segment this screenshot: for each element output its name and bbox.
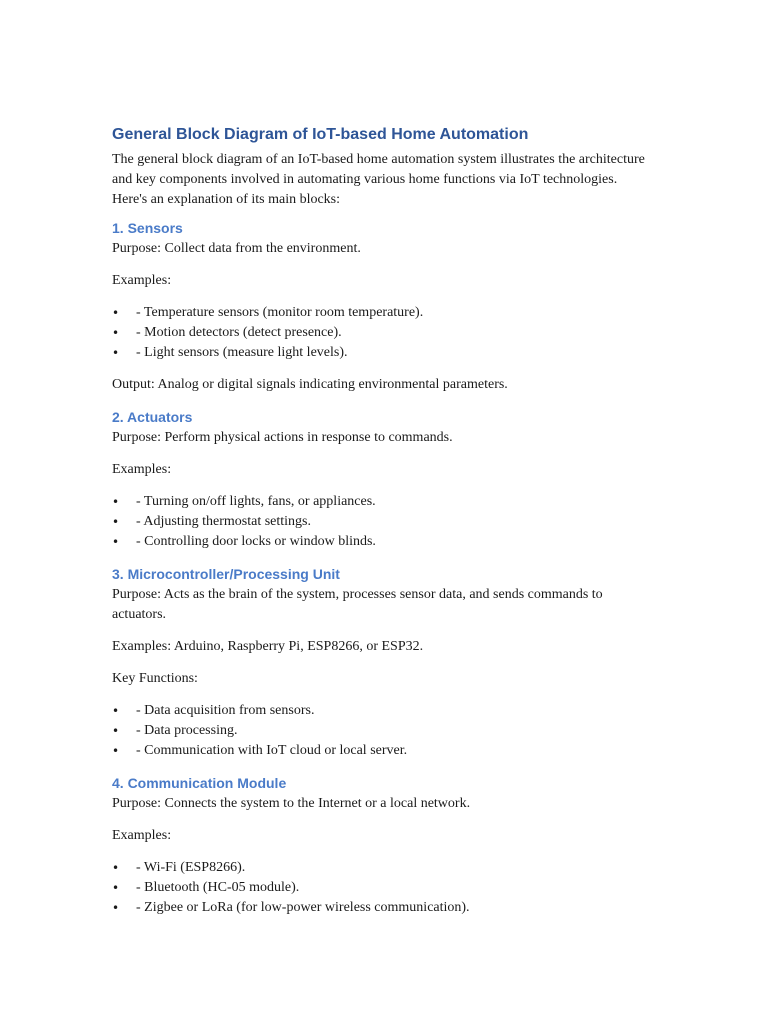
intro-paragraph: The general block diagram of an IoT-based home automation system illustrates the architecture and key components involved in automating various home functions via IoT technologies. Here's an explanation of its main blocks: xyxy=(112,152,645,207)
bullet-icon: • xyxy=(112,704,120,718)
bullet-icon: • xyxy=(112,535,120,549)
list-item xyxy=(112,878,652,898)
actuators-examples-label: Examples: xyxy=(112,462,172,477)
list-item-text: - Light sensors (measure light levels). xyxy=(136,345,348,360)
list-item xyxy=(112,303,652,323)
bullet-icon: • xyxy=(112,744,120,758)
bullet-icon: • xyxy=(112,306,120,320)
list-item xyxy=(112,741,652,761)
list-item-text: - Motion detectors (detect presence). xyxy=(136,325,342,340)
bullet-icon: • xyxy=(112,515,120,529)
sensors-output: Output: Analog or digital signals indicating environmental parameters. xyxy=(112,377,508,392)
list-item-text: - Controlling door locks or window blinds. xyxy=(136,534,376,549)
bullet-icon: • xyxy=(112,326,120,340)
bullet-icon: • xyxy=(112,346,120,360)
list-item xyxy=(112,343,652,363)
communication-examples-list xyxy=(112,858,652,918)
section-heading-microcontroller: 3. Microcontroller/Processing Unit xyxy=(112,566,340,582)
list-item xyxy=(112,898,652,918)
list-item xyxy=(112,721,652,741)
list-item-text: - Communication with IoT cloud or local server. xyxy=(136,743,408,758)
bullet-icon: • xyxy=(112,901,120,915)
microcontroller-functions-list xyxy=(112,701,652,761)
list-item-text: - Turning on/off lights, fans, or appliances. xyxy=(136,494,376,509)
bullet-icon: • xyxy=(112,881,120,895)
section-heading-actuators: 2. Actuators xyxy=(112,409,193,425)
microcontroller-functions-label: Key Functions: xyxy=(112,671,198,686)
list-item xyxy=(112,858,652,878)
section-heading-communication: 4. Communication Module xyxy=(112,775,287,791)
microcontroller-examples: Examples: Arduino, Raspberry Pi, ESP8266, or ESP32. xyxy=(112,639,424,654)
list-item-text: - Adjusting thermostat settings. xyxy=(136,514,311,529)
list-item-text: - Data acquisition from sensors. xyxy=(136,703,315,718)
list-item xyxy=(112,701,652,721)
actuators-examples-list xyxy=(112,492,652,552)
communication-examples-label: Examples: xyxy=(112,828,172,843)
list-item-text: - Temperature sensors (monitor room temperature). xyxy=(136,305,424,320)
sensors-examples-label: Examples: xyxy=(112,273,172,288)
actuators-purpose: Purpose: Perform physical actions in response to commands. xyxy=(112,430,453,445)
list-item xyxy=(112,323,652,343)
list-item xyxy=(112,492,652,512)
list-item xyxy=(112,512,652,532)
document-title: General Block Diagram of IoT-based Home Automation xyxy=(112,126,529,143)
sensors-purpose: Purpose: Collect data from the environment. xyxy=(112,241,361,256)
list-item-text: - Data processing. xyxy=(136,723,238,738)
communication-purpose: Purpose: Connects the system to the Internet or a local network. xyxy=(112,796,471,811)
section-heading-sensors: 1. Sensors xyxy=(112,220,183,236)
list-item-text: - Bluetooth (HC-05 module). xyxy=(136,880,300,895)
bullet-icon: • xyxy=(112,861,120,875)
sensors-examples-list xyxy=(112,303,652,363)
list-item-text: - Wi-Fi (ESP8266). xyxy=(136,860,246,875)
bullet-icon: • xyxy=(112,495,120,509)
document-page xyxy=(112,124,652,930)
list-item-text: - Zigbee or LoRa (for low-power wireless communication). xyxy=(136,900,470,915)
list-item xyxy=(112,532,652,552)
bullet-icon: • xyxy=(112,724,120,738)
microcontroller-purpose: Purpose: Acts as the brain of the system, processes sensor data, and sends commands to actuators. xyxy=(112,587,603,622)
